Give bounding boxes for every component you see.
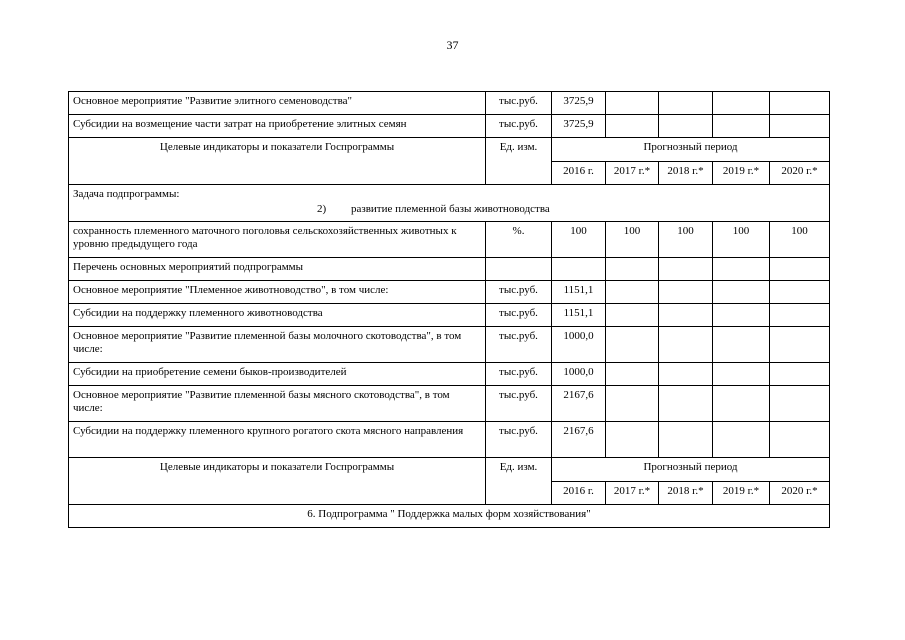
empty-cell [606,363,659,386]
value-2016: 1000,0 [552,327,606,363]
unit-header: Ед. изм. [486,138,552,185]
table-row [69,304,830,327]
subprogram-title: 6. Подпрограмма " Поддержка малых форм хозяйствования" [69,505,830,528]
task-label: Задача подпрограммы: [73,188,180,200]
empty-cell [770,386,830,422]
indicator-row [69,222,830,258]
empty-cell [659,258,713,281]
table-row [69,327,830,363]
measure-name: Основное мероприятие "Развитие элитного семеноводства" [69,92,486,115]
unit-cell: тыс.руб. [486,422,552,458]
list-header-row [69,258,830,281]
unit-header: Ед. изм. [486,458,552,505]
empty-cell [659,115,713,138]
task-text: развитие племенной базы животноводства [351,203,550,215]
table-row [69,363,830,386]
indicator-2017: 100 [606,222,659,258]
empty-cell [486,258,552,281]
empty-cell [606,422,659,458]
year-2019: 2019 г.* [713,162,770,185]
empty-cell [770,281,830,304]
task-row [69,185,830,222]
unit-cell: тыс.руб. [486,363,552,386]
header-row [69,138,830,162]
empty-cell [713,281,770,304]
empty-cell [659,422,713,458]
indicator-2020: 100 [770,222,830,258]
measure-name: Основное мероприятие "Племенное животноводство", в том числе: [69,281,486,304]
value-2016: 1151,1 [552,281,606,304]
indicators-header [69,458,486,505]
year-2016: 2016 г. [552,482,606,505]
unit-cell: тыс.руб. [486,386,552,422]
period-header: Прогнозный период [552,458,830,482]
period-header: Прогнозный период [552,138,830,162]
value-2016: 2167,6 [552,422,606,458]
unit-cell: тыс.руб. [486,304,552,327]
year-2019: 2019 г.* [713,482,770,505]
measure-name: Основное мероприятие "Развитие племенной базы молочного скотоводства", в том числе: [69,327,486,363]
table-row [69,281,830,304]
value-2016: 3725,9 [552,115,606,138]
empty-cell [770,92,830,115]
unit-cell: тыс.руб. [486,92,552,115]
measure-name: Основное мероприятие "Развитие племенной базы мясного скотоводства", в том числе: [69,386,486,422]
year-2020: 2020 г.* [770,482,830,505]
empty-cell [606,92,659,115]
empty-cell [713,363,770,386]
indicators-header-label: Целевые индикаторы и показатели Госпрограммы [159,141,395,153]
value-2016: 3725,9 [552,92,606,115]
value-2016: 1000,0 [552,363,606,386]
measure-name: Субсидии на поддержку племенного животноводства [69,304,486,327]
year-2020: 2020 г.* [770,162,830,185]
empty-cell [659,92,713,115]
empty-cell [659,281,713,304]
table-row [69,92,830,115]
empty-cell [713,115,770,138]
empty-cell [713,92,770,115]
list-header: Перечень основных мероприятий подпрограммы [69,258,486,281]
task-cell [69,185,830,222]
empty-cell [770,115,830,138]
table-row [69,115,830,138]
header-row [69,458,830,482]
subprogram-row [69,505,830,528]
empty-cell [713,304,770,327]
empty-cell [606,386,659,422]
unit-cell: тыс.руб. [486,327,552,363]
value-2016: 2167,6 [552,386,606,422]
empty-cell [713,327,770,363]
empty-cell [713,258,770,281]
value-2016: 1151,1 [552,304,606,327]
empty-cell [770,327,830,363]
indicator-unit: %. [486,222,552,258]
year-2017: 2017 г.* [606,482,659,505]
empty-cell [770,363,830,386]
empty-cell [770,304,830,327]
indicators-header-label: Целевые индикаторы и показатели Госпрограммы [159,461,395,473]
indicator-name: сохранность племенного маточного поголовья сельскохозяйственных животных к уровню предыдущего года [69,222,486,258]
empty-cell [713,422,770,458]
empty-cell [770,422,830,458]
year-2018: 2018 г.* [659,482,713,505]
indicators-header [69,138,486,185]
table-row [69,422,830,458]
table-row [69,386,830,422]
empty-cell [606,304,659,327]
measure-name: Субсидии на приобретение семени быков-производителей [69,363,486,386]
indicator-2018: 100 [659,222,713,258]
program-table [68,91,830,528]
empty-cell [606,115,659,138]
empty-cell [659,363,713,386]
year-2018: 2018 г.* [659,162,713,185]
year-2016: 2016 г. [552,162,606,185]
empty-cell [770,258,830,281]
indicator-2019: 100 [713,222,770,258]
page-number: 37 [446,38,459,52]
task-number: 2) [317,203,327,215]
unit-cell: тыс.руб. [486,281,552,304]
measure-name: Субсидии на поддержку племенного крупного рогатого скота мясного направления [69,422,486,458]
year-2017: 2017 г.* [606,162,659,185]
measure-name: Субсидии на возмещение части затрат на приобретение элитных семян [69,115,486,138]
empty-cell [606,281,659,304]
empty-cell [659,386,713,422]
task-line [73,203,825,216]
unit-cell: тыс.руб. [486,115,552,138]
indicator-2016: 100 [552,222,606,258]
empty-cell [606,327,659,363]
empty-cell [552,258,606,281]
empty-cell [606,258,659,281]
empty-cell [659,327,713,363]
empty-cell [713,386,770,422]
empty-cell [659,304,713,327]
